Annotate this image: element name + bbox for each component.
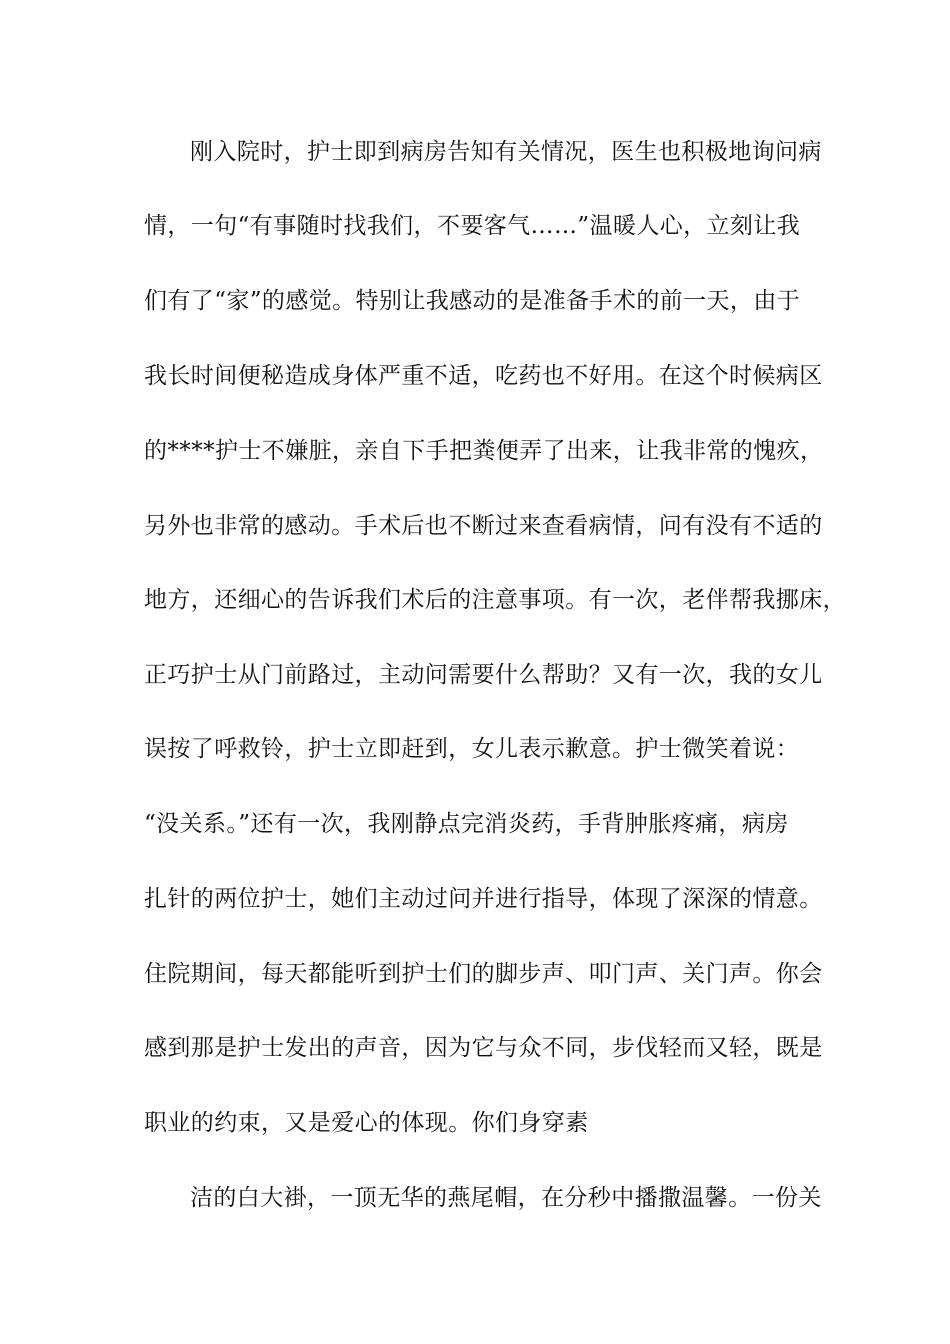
text-line-6: 另外也非常的感动。手术后也不断过来查看病情，问有没有不适的 xyxy=(144,513,823,539)
text-line-5: 的****护士不嫌脏，亲自下手把粪便弄了出来，让我非常的愧疚， xyxy=(144,438,824,464)
text-line-8: 正巧护士从门前路过，主动问需要什么帮助？又有一次，我的女儿 xyxy=(144,662,823,688)
text-line-2: 情，一句“有事随时找我们，不要客气……”温暖人心，立刻让我 xyxy=(144,213,801,239)
text-line-7: 地方，还细心的告诉我们术后的注意事项。有一次，老伴帮我挪床， xyxy=(144,587,846,613)
text-line-15: 洁的白大褂，一顶无华的燕尾帽，在分秒中播撒温馨。一份关 xyxy=(190,1185,822,1211)
text-line-13: 感到那是护士发出的声音，因为它与众不同，步伐轻而又轻，既是 xyxy=(144,1035,823,1061)
text-line-1: 刚入院时，护士即到病房告知有关情况，医生也积极地询问病 xyxy=(190,139,822,165)
text-line-10: “没关系。”还有一次，我刚静点完消炎药，手背肿胀疼痛，病房 xyxy=(144,811,789,837)
text-line-11: 扎针的两位护士，她们主动过问并进行指导，体现了深深的情意。 xyxy=(144,886,823,912)
text-line-9: 误按了呼救铃，护士立即赶到，女儿表示歉意。护士微笑着说： xyxy=(144,736,800,762)
text-line-14: 职业的约束，又是爱心的体现。你们身穿素 xyxy=(144,1110,589,1136)
text-line-3: 们有了“家”的感觉。特别让我感动的是准备手术的前一天，由于 xyxy=(144,288,801,314)
text-line-12: 住院期间，每天都能听到护士们的脚步声、叩门声、关门声。你会 xyxy=(144,961,823,987)
text-line-4: 我长时间便秘造成身体严重不适，吃药也不好用。在这个时候病区 xyxy=(144,363,823,389)
